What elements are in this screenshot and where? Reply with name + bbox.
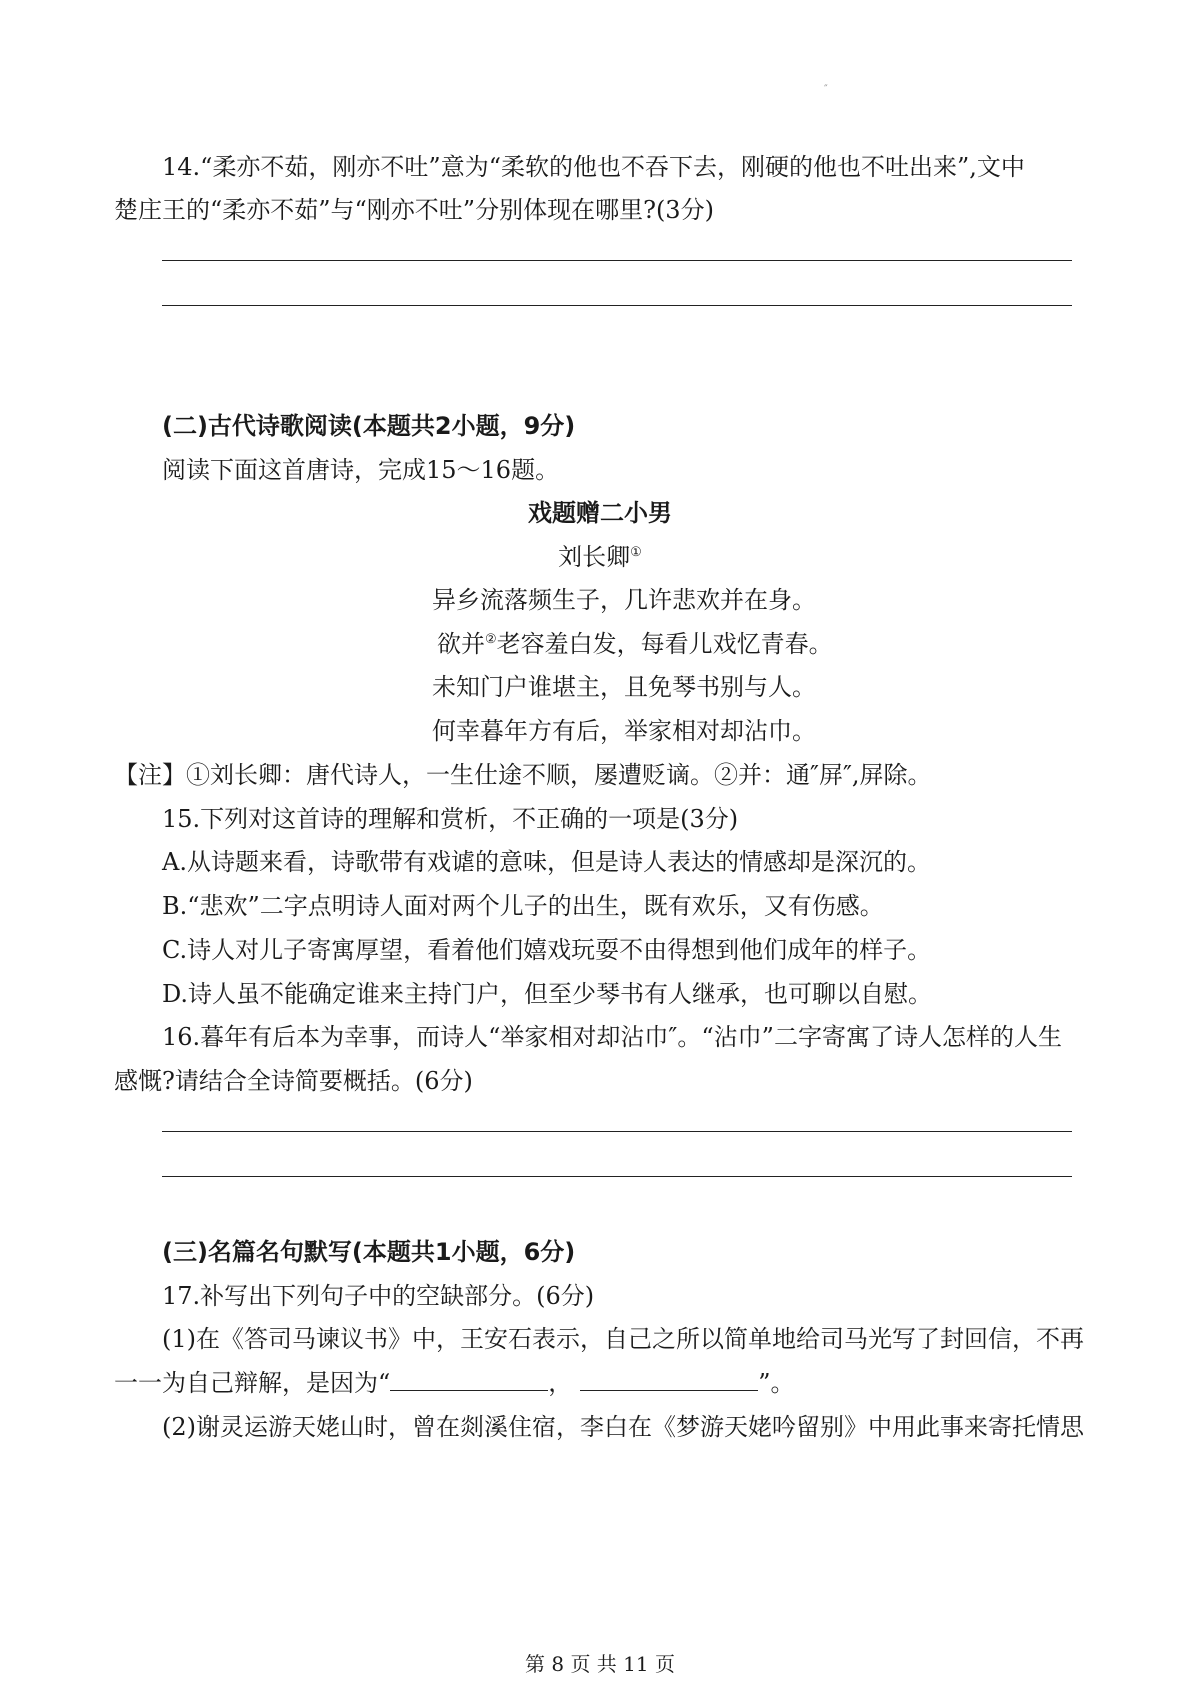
q16-line-2: 感慨?请结合全诗简要概括。(6分) xyxy=(114,1067,473,1095)
section3-heading: (三)名篇名句默写(本题共1小题，6分) xyxy=(162,1238,576,1266)
q17-part1-line-2-post: ”。 xyxy=(758,1369,795,1397)
q17-part1-line-2-mid: ， xyxy=(548,1369,573,1397)
q14-answer-line-2[interactable] xyxy=(162,305,1072,306)
q17-part2-line-1: (2)谢灵运游天姥山时，曾在剡溪住宿，李白在《梦游天姥吟留别》中用此事来寄托情思 xyxy=(162,1413,1084,1441)
poem-note: 【注】①刘长卿：唐代诗人，一生仕途不顺，屡遭贬谪。②并：通″屏″,屏除。 xyxy=(114,761,932,789)
q15-option-c[interactable]: C.诗人对儿子寄寓厚望，看着他们嬉戏玩耍不由得想到他们成年的样子。 xyxy=(162,936,932,964)
q16-answer-line-1[interactable] xyxy=(162,1131,1072,1132)
page-footer: 第 8 页 共 11 页 xyxy=(525,1652,675,1676)
poem-author-name: 刘长卿 xyxy=(558,543,631,571)
poem-line-1: 异乡流落频生子，几许悲欢并在身。 xyxy=(432,586,816,614)
poem-title: 戏题赠二小男 xyxy=(528,499,672,527)
poem-line-3: 未知门户谁堪主，且免琴书别与人。 xyxy=(432,673,816,701)
q16-answer-line-2[interactable] xyxy=(162,1176,1072,1177)
poem-line-2-pre: 欲并 xyxy=(437,630,485,658)
q14-line-1: 14.“柔亦不茹，刚亦不吐”意为“柔软的他也不吞下去，刚硬的他也不吐出来”,文中 xyxy=(162,153,1025,181)
q15-option-b[interactable]: B.“悲欢”二字点明诗人面对两个儿子的出生，既有欢乐，又有伤感。 xyxy=(162,892,884,920)
q17-blank-2[interactable] xyxy=(580,1366,758,1391)
section2-instruction: 阅读下面这首唐诗，完成15～16题。 xyxy=(162,456,560,484)
q17-stem: 17.补写出下列句子中的空缺部分。(6分) xyxy=(162,1282,595,1310)
poem-line-2-note-mark: ② xyxy=(485,632,497,647)
q15-stem: 15.下列对这首诗的理解和赏析，不正确的一项是(3分) xyxy=(162,805,739,833)
q17-part1-line-2 xyxy=(114,1366,795,1400)
q15-option-a[interactable]: A.从诗题来看，诗歌带有戏谑的意味，但是诗人表达的情感却是深沉的。 xyxy=(162,848,931,876)
scan-mark: ″ xyxy=(824,84,828,95)
q17-blank-1[interactable] xyxy=(390,1366,548,1391)
q17-part1-line-1: (1)在《答司马谏议书》中，王安石表示，自己之所以简单地给司马光写了封回信，不再 xyxy=(162,1325,1084,1353)
q17-part1-line-2-pre: 一一为自己辩解，是因为“ xyxy=(114,1369,391,1397)
poem-author-note-mark: ① xyxy=(630,545,642,560)
q15-option-d[interactable]: D.诗人虽不能确定谁来主持门户，但至少琴书有人继承，也可聊以自慰。 xyxy=(162,980,933,1008)
q16-line-1: 16.暮年有后本为幸事，而诗人“举家相对却沾巾″。“沾巾”二字寄寓了诗人怎样的人生 xyxy=(162,1023,1062,1051)
q14-answer-line-1[interactable] xyxy=(162,260,1072,261)
poem-line-2-post: 老容羞白发，每看儿戏忆青春。 xyxy=(496,630,833,658)
section2-heading: (二)古代诗歌阅读(本题共2小题，9分) xyxy=(162,412,576,440)
poem-line-2 xyxy=(437,627,833,661)
poem-line-4: 何幸暮年方有后，举家相对却沾巾。 xyxy=(432,717,816,745)
poem-author xyxy=(0,540,1200,574)
q14-line-2: 楚庄王的“柔亦不茹”与“刚亦不吐”分别体现在哪里?(3分) xyxy=(114,196,714,224)
